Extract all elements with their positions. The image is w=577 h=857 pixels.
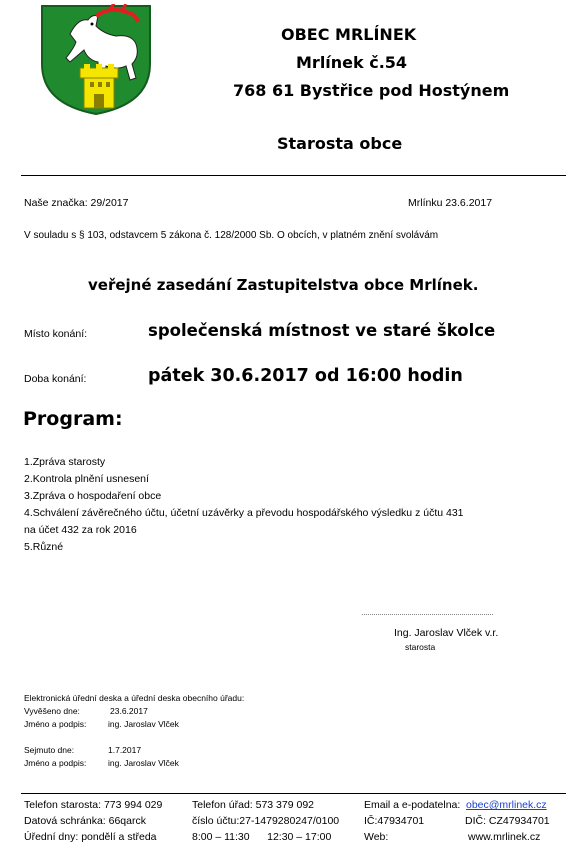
- removed-label: Sejmuto dne:: [24, 745, 75, 755]
- header-divider: [21, 175, 566, 176]
- program-item: 5.Různé: [24, 541, 64, 553]
- venue-value: společenská místnost ve staré školce: [148, 321, 496, 340]
- footer-phone-office: Telefon úřad: 573 379 092: [192, 799, 315, 811]
- board-heading: Elektronická úřední deska a úřední deska obecního úřadu:: [24, 693, 245, 703]
- email-link[interactable]: obec@mrlinek.cz: [466, 799, 547, 811]
- time-label: Doba konání:: [24, 373, 87, 385]
- address-line2: 768 61 Bystřice pod Hostýnem: [233, 81, 510, 100]
- removed-sign-label: Jméno a podpis:: [24, 758, 87, 768]
- reference-number: Naše značka: 29/2017: [24, 197, 129, 209]
- program-item: na účet 432 za rok 2016: [24, 524, 137, 536]
- intro-text: V souladu s § 103, odstavcem 5 zákona č. 128/2000 Sb. O obcích, v platném znění svolávám: [24, 230, 439, 241]
- program-item: 1.Zpráva starosty: [24, 456, 106, 468]
- meeting-headline: veřejné zasedání Zastupitelstva obce Mrlínek.: [88, 276, 479, 294]
- office-role: Starosta obce: [277, 134, 403, 153]
- footer-web-label: Web:: [364, 831, 389, 843]
- program-item: 2.Kontrola plnění usnesení: [24, 473, 149, 485]
- signature-line: …………………………………………………………: [361, 610, 493, 617]
- program-item: 4.Schválení závěrečného účtu, účetní uzávěrky a převodu hospodářského výsledku z účtu 431: [24, 507, 464, 519]
- footer-office-days: Úřední dny: pondělí a středa: [24, 831, 157, 843]
- venue-label: Místo konání:: [24, 328, 88, 340]
- removed-date: 1.7.2017: [108, 745, 142, 755]
- posted-label: Vyvěšeno dne:: [24, 706, 80, 716]
- removed-sign: ing. Jaroslav Vlček: [108, 758, 179, 768]
- web-link[interactable]: www.mrlinek.cz: [468, 831, 541, 843]
- footer-phone-mayor: Telefon starosta: 773 994 029: [24, 799, 163, 811]
- footer-dic: DIČ: CZ47934701: [465, 815, 550, 827]
- posted-sign: ing. Jaroslav Vlček: [108, 719, 179, 729]
- address-line1: Mrlínek č.54: [296, 53, 408, 72]
- footer-email-label: Email a e-podatelna:: [364, 799, 461, 811]
- footer-ico: IČ:47934701: [364, 815, 425, 827]
- program-title: Program:: [23, 408, 123, 430]
- signature-title: starosta: [405, 642, 436, 652]
- signature-name: Ing. Jaroslav Vlček v.r.: [394, 627, 499, 639]
- time-value: pátek 30.6.2017 od 16:00 hodin: [148, 366, 463, 386]
- place-and-date: Mrlínku 23.6.2017: [408, 197, 493, 209]
- program-item: 3.Zpráva o hospodaření obce: [24, 490, 162, 502]
- org-name: OBEC MRLÍNEK: [281, 25, 417, 44]
- footer-account: číslo účtu:27-1479280247/0100: [192, 815, 340, 827]
- footer-data-box: Datová schránka: 66qarck: [24, 815, 146, 827]
- municipal-coat-of-arms-icon: [40, 4, 152, 116]
- footer-office-hours: 8:00 – 11:30 12:30 – 17:00: [192, 831, 332, 843]
- posted-sign-label: Jméno a podpis:: [24, 719, 87, 729]
- footer-divider: [21, 793, 566, 794]
- posted-date: 23.6.2017: [110, 706, 148, 716]
